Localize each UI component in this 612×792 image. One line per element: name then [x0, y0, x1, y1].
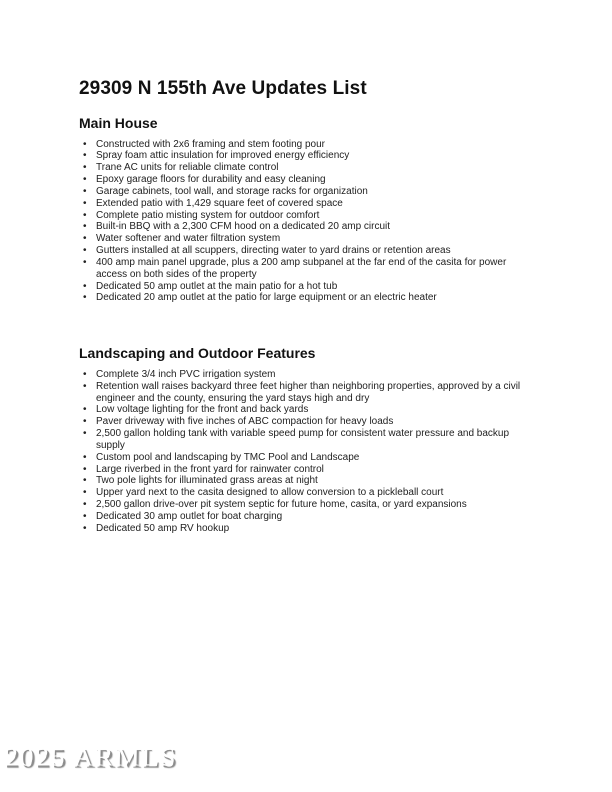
list-item-text: Dedicated 30 amp outlet for boat charging: [96, 510, 283, 522]
list-item-text: Complete 3/4 inch PVC irrigation system: [96, 368, 276, 380]
list-item-text: Paver driveway with five inches of ABC compaction for heavy loads: [96, 416, 394, 428]
list-item: [79, 257, 531, 281]
list-item: [79, 464, 531, 476]
list-item-text: 2,500 gallon holding tank with variable speed pump for consistent water pressure and backup supply: [96, 428, 510, 451]
bullet-list-main-house: [79, 139, 531, 305]
section-heading-landscaping: Landscaping and Outdoor Features: [79, 345, 316, 362]
list-item-text: Custom pool and landscaping by TMC Pool and Landscape: [96, 451, 360, 463]
list-item: [79, 198, 531, 210]
list-item: [79, 369, 531, 381]
list-item-text: Complete patio misting system for outdoor comfort: [96, 209, 320, 221]
list-item-text: Retention wall raises backyard three feet higher than neighboring properties, approved by a civil engineer and the county, ensuring the yard stays high and dry: [96, 380, 521, 404]
section-heading-main-house: Main House: [79, 115, 158, 131]
document-content: [79, 78, 531, 535]
list-item: [79, 210, 531, 222]
document-title: 29309 N 155th Ave Updates List: [79, 78, 367, 99]
list-item: [79, 162, 531, 174]
list-item: [79, 381, 531, 405]
list-item: [79, 221, 531, 233]
list-item: [79, 499, 531, 511]
list-item-text: Dedicated 50 amp outlet at the main patio for a hot tub: [96, 280, 338, 292]
list-item: [79, 139, 531, 151]
list-item: [79, 186, 531, 198]
list-item: [79, 428, 531, 452]
list-item-text: 400 amp main panel upgrade, plus a 200 amp subpanel at the far end of the casita for power access on both sides of the property: [96, 256, 507, 280]
list-item-text: Garage cabinets, tool wall, and storage racks for organization: [96, 185, 368, 197]
list-item: [79, 292, 531, 304]
list-item: [79, 511, 531, 523]
list-item-text: Trane AC units for reliable climate control: [96, 162, 279, 174]
list-item: [79, 281, 531, 293]
list-item: [79, 404, 531, 416]
list-item-text: Built-in BBQ with a 2,300 CFM hood on a dedicated 20 amp circuit: [96, 221, 391, 233]
list-item-text: Extended patio with 1,429 square feet of covered space: [96, 197, 343, 209]
list-item-text: Water softener and water filtration system: [96, 233, 281, 245]
list-item-text: Low voltage lighting for the front and back yards: [96, 404, 309, 416]
list-item-text: Dedicated 20 amp outlet at the patio for large equipment or an electric heater: [96, 292, 437, 304]
armls-watermark: 2025 ARMLS: [3, 742, 178, 773]
list-item-text: Large riverbed in the front yard for rainwater control: [96, 463, 324, 475]
bullet-list-landscaping: [79, 369, 531, 535]
list-item-text: Constructed with 2x6 framing and stem footing pour: [96, 138, 326, 150]
list-item: [79, 174, 531, 186]
list-item-text: Two pole lights for illuminated grass areas at night: [96, 475, 318, 487]
list-item: [79, 452, 531, 464]
list-item-text: Gutters installed at all scuppers, directing water to yard drains or retention areas: [96, 245, 451, 257]
list-item: [79, 523, 531, 535]
list-item: [79, 233, 531, 245]
list-item-text: Upper yard next to the casita designed to allow conversion to a pickleball court: [96, 487, 444, 499]
list-item-text: Epoxy garage floors for durability and easy cleaning: [96, 174, 326, 186]
list-item: [79, 487, 531, 499]
list-item: [79, 475, 531, 487]
list-item: [79, 150, 531, 162]
list-item-text: Dedicated 50 amp RV hookup: [96, 522, 230, 534]
list-item: [79, 245, 531, 257]
list-item: [79, 416, 531, 428]
list-item-text: Spray foam attic insulation for improved energy efficiency: [96, 150, 350, 162]
list-item-text: 2,500 gallon drive-over pit system septic for future home, casita, or yard expansions: [96, 499, 467, 511]
